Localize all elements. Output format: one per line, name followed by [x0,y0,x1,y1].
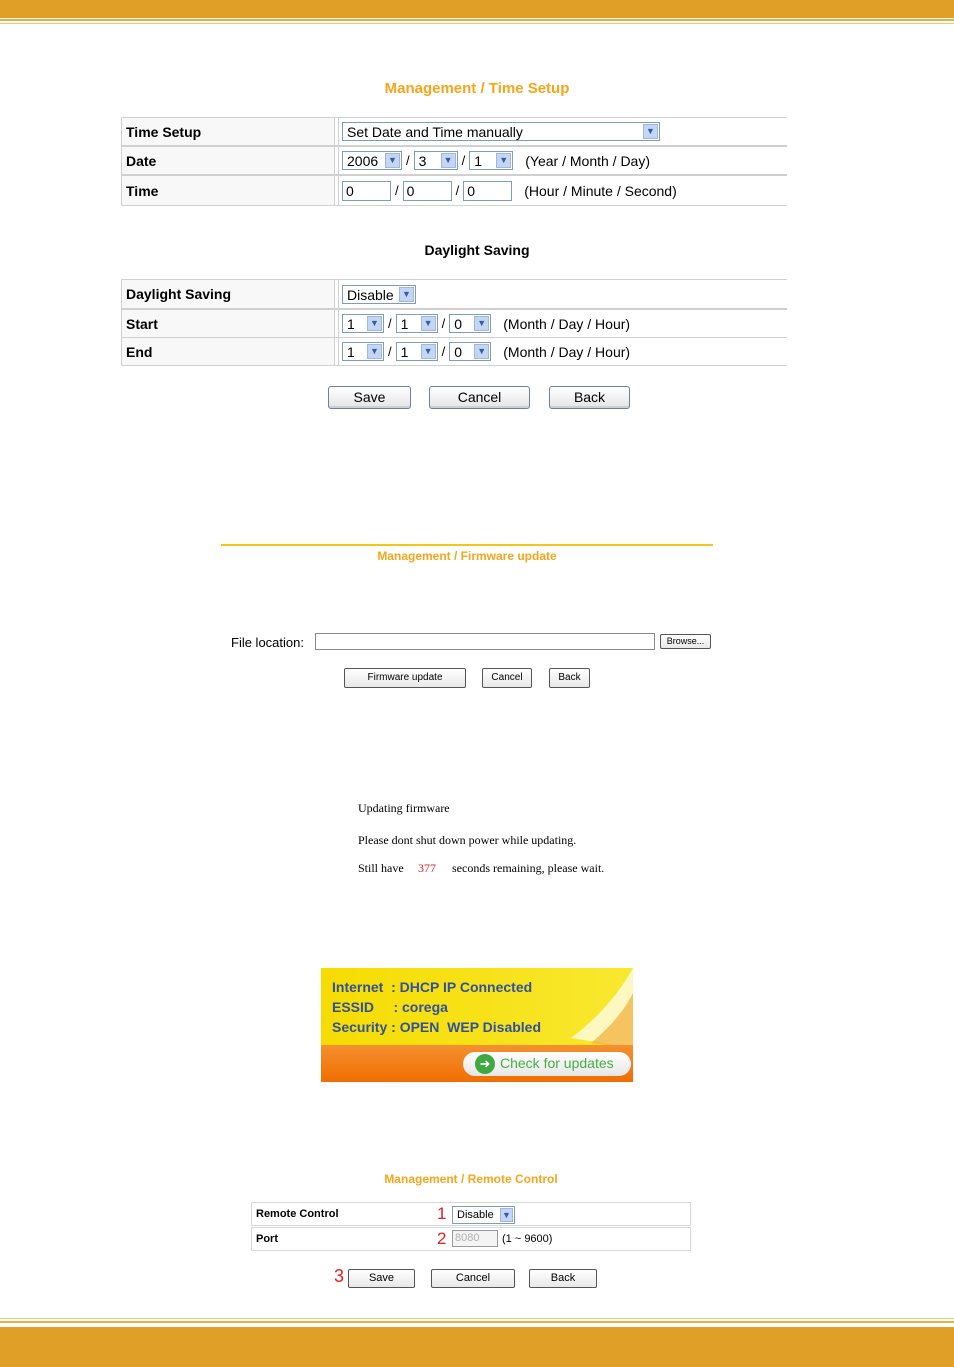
time-setup-select[interactable] [342,122,660,141]
end-hour-value: 0 [454,344,463,360]
port-label: Port [256,1233,278,1245]
chevron-down-icon: ▼ [367,344,382,359]
start-row [121,309,787,338]
remote-control-value: Disable [457,1209,494,1221]
start-hour-select[interactable] [449,314,491,333]
start-hour-value: 0 [454,316,463,332]
slash: / [388,316,392,331]
top-rule [0,19,954,21]
daylight-label: Daylight Saving [121,280,335,308]
end-month-select[interactable] [342,342,384,361]
file-location-label: File location: [231,635,304,650]
arrow-right-icon: ➜ [475,1054,495,1074]
start-hint: (Month / Day / Hour) [503,315,631,332]
firmware-title: Management / Firmware update [377,549,557,563]
check-updates-label: Check for updates [500,1055,614,1071]
seconds-remaining: 377 [418,861,436,875]
bottom-rule [0,1321,954,1323]
time-setup-select-value: Set Date and Time manually [347,124,523,140]
bottom-band [0,1327,954,1367]
slash: / [406,153,410,168]
updating-countdown-post: seconds remaining, please wait. [452,861,605,875]
chevron-down-icon: ▼ [441,153,456,168]
back-button[interactable]: Back [549,386,630,409]
remote-control-label: Remote Control [256,1208,339,1220]
start-month-select[interactable] [342,314,384,333]
remote-save-button[interactable]: Save [348,1269,415,1288]
updating-heading: Updating firmware [358,801,450,815]
callout-3: 3 [334,1266,345,1286]
daylight-title: Daylight Saving [424,242,530,258]
chevron-down-icon: ▼ [500,1208,513,1222]
remote-cancel-button[interactable]: Cancel [431,1269,515,1288]
chevron-down-icon: ▼ [399,287,414,302]
end-hour-select[interactable] [449,342,491,361]
port-row [251,1227,691,1251]
browse-button[interactable]: Browse... [660,634,711,649]
slash: / [455,183,460,198]
remote-control-row [251,1202,691,1226]
end-hint: (Month / Day / Hour) [503,343,631,360]
security-status: Security : OPEN WEP Disabled [332,1019,542,1035]
date-label: Date [121,147,335,174]
firmware-rule [221,544,713,546]
start-month-value: 1 [347,316,355,332]
remote-title: Management / Remote Control [384,1172,558,1186]
hour-input[interactable]: 0 [342,181,391,201]
port-input[interactable]: 8080 [452,1230,498,1247]
bottom-rule-thin [0,1318,954,1319]
year-value: 2006 [347,153,379,169]
day-select[interactable] [469,151,513,170]
remote-back-button[interactable]: Back [529,1269,597,1288]
month-select[interactable] [414,151,458,170]
check-updates-button[interactable] [463,1052,631,1076]
chevron-down-icon: ▼ [367,316,382,331]
internet-status: Internet : DHCP IP Connected [332,979,533,995]
updating-countdown-pre: Still have [358,861,404,875]
end-row [121,337,787,366]
time-setup-label: Time Setup [121,118,335,145]
updating-warning: Please dont shut down power while updating. [358,833,577,847]
save-button[interactable]: Save [328,386,411,409]
daylight-row [121,279,787,309]
daylight-select[interactable] [342,285,416,304]
chevron-down-icon: ▼ [421,344,436,359]
callout-1: 1 [437,1204,447,1223]
chevron-down-icon: ▼ [643,124,658,139]
slash: / [395,183,399,198]
top-rule-thin [0,23,954,24]
slash: / [461,153,466,168]
year-select[interactable] [342,151,402,170]
time-setup-title: Management / Time Setup [384,80,570,97]
status-panel [321,968,633,1082]
port-hint: (1 ~ 9600) [502,1233,553,1245]
time-hint: (Hour / Minute / Second) [524,182,677,199]
start-day-select[interactable] [396,314,438,333]
slash: / [441,316,446,331]
firmware-back-button[interactable]: Back [549,668,590,688]
time-setup-row [121,117,787,146]
end-month-value: 1 [347,344,355,360]
cancel-button[interactable]: Cancel [429,386,530,409]
date-hint: (Year / Month / Day) [525,152,651,169]
day-value: 1 [474,153,483,169]
start-day-value: 1 [400,316,409,332]
start-label: Start [121,310,335,337]
month-value: 3 [418,153,427,169]
firmware-update-button[interactable]: Firmware update [344,668,466,688]
essid-status: ESSID : corega [332,999,448,1015]
date-row [121,146,787,175]
time-label: Time [121,176,335,205]
second-input[interactable]: 0 [463,181,512,201]
callout-2: 2 [437,1229,447,1248]
chevron-down-icon: ▼ [474,344,489,359]
chevron-down-icon: ▼ [474,316,489,331]
end-label: End [121,338,335,365]
chevron-down-icon: ▼ [496,153,511,168]
minute-input[interactable]: 0 [403,181,452,201]
file-location-input[interactable] [315,633,655,650]
end-day-value: 1 [400,344,409,360]
slash: / [388,344,392,359]
slash: / [441,344,446,359]
firmware-cancel-button[interactable]: Cancel [482,668,532,688]
chevron-down-icon: ▼ [385,153,400,168]
time-row [121,175,787,206]
daylight-value: Disable [347,286,394,303]
end-day-select[interactable] [396,342,438,361]
chevron-down-icon: ▼ [421,316,436,331]
remote-control-select[interactable] [452,1206,515,1224]
top-band [0,0,954,18]
